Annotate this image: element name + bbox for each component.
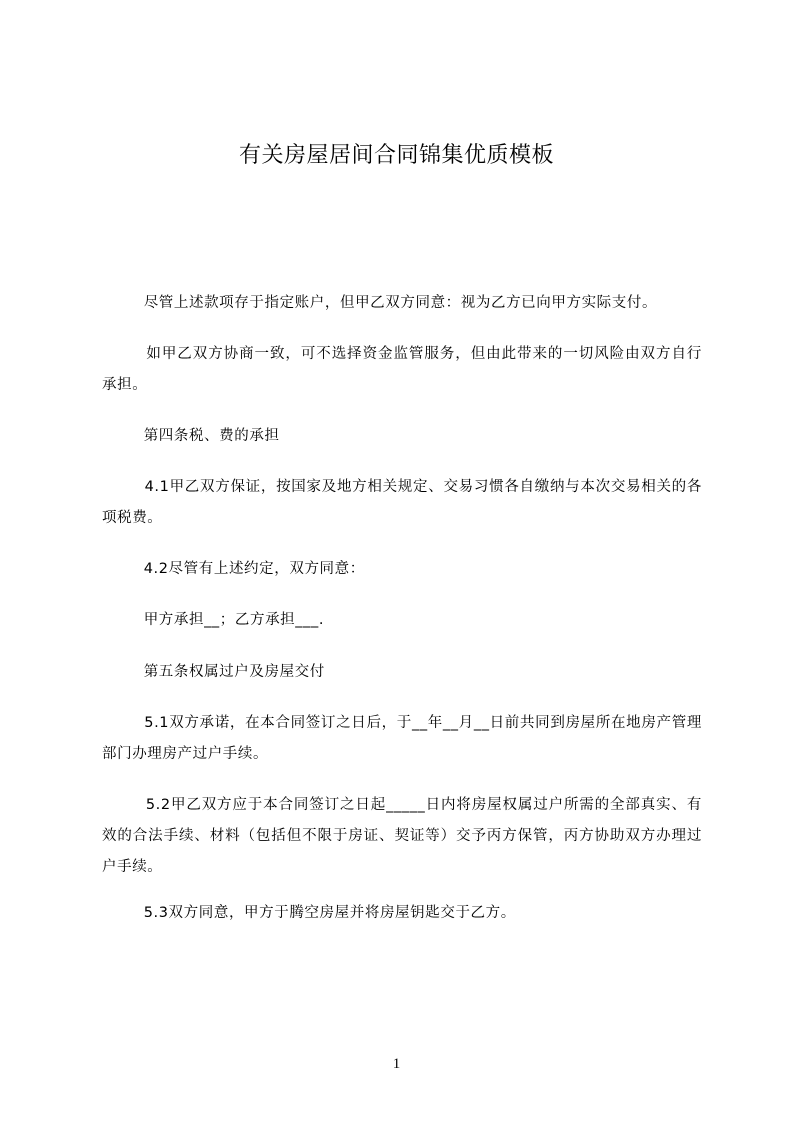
paragraph-5-2: 5.2甲乙双方应于本合同签订之日起_____日内将房屋权属过户所需的全部真实、有效的合法手续、材料（包括但不限于房证、契证等）交予丙方保管，丙方协助双方办理过户手续。 <box>102 797 702 875</box>
heading-article-5: 第五条权属过户及房屋交付 <box>102 664 325 680</box>
heading-article-4: 第四条税、费的承担 <box>102 428 280 444</box>
paragraph-funds-deposit: 尽管上述款项存于指定账户，但甲乙双方同意：视为乙方已向甲方实际支付。 <box>102 295 658 311</box>
paragraph-no-escrow: 如甲乙双方协商一致，可不选择资金监管服务，但由此带来的一切风险由双方自行承担。 <box>102 346 702 393</box>
paragraph-4-2: 4.2尽管有上述约定，双方同意： <box>102 561 365 577</box>
paragraph-4-1: 4.1甲乙双方保证，按国家及地方相关规定、交易习惯各自缴纳与本次交易相关的各项税费。 <box>102 479 702 526</box>
paragraph-5-3: 5.3双方同意，甲方于腾空房屋并将房屋钥匙交于乙方。 <box>102 905 516 921</box>
paragraph-5-1: 5.1双方承诺，在本合同签订之日后，于__年__月__日前共同到房屋所在地房产管理部门办理房产过户手续。 <box>102 715 702 762</box>
document-title: 有关房屋居间合同锦集优质模板 <box>238 143 554 168</box>
paragraph-tax-split: 甲方承担__；乙方承担___. <box>102 612 325 628</box>
page-number: 1 <box>392 1056 401 1072</box>
